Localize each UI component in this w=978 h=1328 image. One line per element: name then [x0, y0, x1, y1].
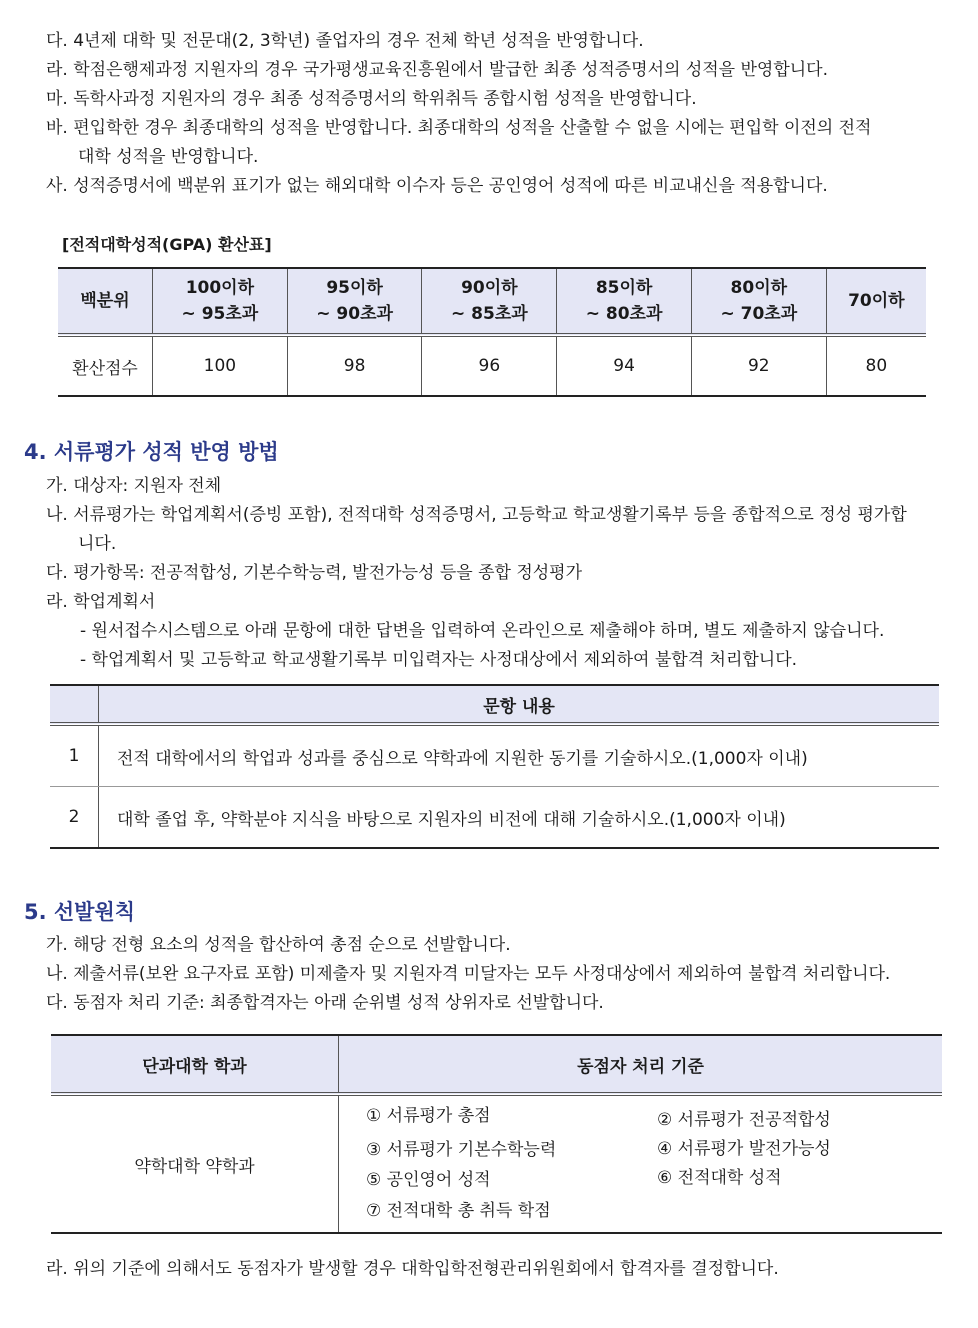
- dept-header: 단과대학 학과: [51, 1035, 339, 1094]
- gpa-range-header: 70이하: [826, 268, 926, 335]
- criterion-item: ① 서류평가 총점: [366, 1106, 491, 1126]
- criterion-item: ③ 서류평가 기본수학능력: [366, 1140, 557, 1160]
- question-row: [50, 724, 939, 787]
- section-4-title: 4. 서류평가 성적 반영 방법: [24, 440, 279, 464]
- criterion-item: ② 서류평가 전공적합성: [657, 1110, 831, 1130]
- score-cell: 100: [153, 335, 288, 396]
- question-row: [50, 787, 939, 849]
- score-row-header: 환산점수: [58, 335, 153, 396]
- list-item-sa: [46, 174, 828, 198]
- gpa-range-header: 80이하 ~ 70초과: [691, 268, 826, 335]
- s5-item-ra: 라. 위의 기준에 의해서도 동점자가 발생할 경우 대학입학전형관리위원회에서 합격자를 결정합니다.: [46, 1259, 779, 1279]
- gpa-range-header: 95이하 ~ 90초과: [287, 268, 422, 335]
- gpa-range-header: 100이하 ~ 95초과: [153, 268, 288, 335]
- score-cell: 96: [422, 335, 557, 396]
- question-text: 대학 졸업 후, 약학분야 지식을 바탕으로 지원자의 비전에 대해 기술하시오.(1,000자 이내): [99, 787, 940, 849]
- tie-row: [51, 1094, 942, 1233]
- s4-item-ra: 라. 학업계획서: [46, 592, 156, 612]
- item-text: 성적증명서에 백분위 표기가 없는 해외대학 이수자 등은 공인영어 성적에 따른 비교내신을 적용합니다.: [73, 176, 828, 196]
- s4-bullet: - 학업계획서 및 고등학교 학교생활기록부 미입력자는 사정대상에서 제외하여 불합격 처리합니다.: [80, 650, 798, 670]
- criteria-cell: [339, 1094, 943, 1233]
- item-text: 편입학한 경우 최종대학의 성적을 반영합니다. 최종대학의 성적을 산출할 수 없을 시에는 편입학 이전의 전적: [73, 118, 872, 138]
- gpa-header-row: [58, 268, 926, 335]
- gpa-table-caption: [전적대학성적(GPA) 환산표]: [62, 235, 272, 254]
- question-content-header: 문항 내용: [99, 685, 940, 724]
- question-number: 2: [50, 787, 99, 849]
- criteria-header: 동점자 처리 기준: [339, 1035, 943, 1094]
- item-text: 독학사과정 지원자의 경우 최종 성적증명서의 학위취득 종합시험 성적을 반영합니다.: [73, 89, 697, 109]
- item-marker: 라.: [46, 60, 68, 80]
- s5-item-da: 다. 동점자 처리 기준: 최종합격자는 아래 순위별 성적 상위자로 선발합니다.: [46, 993, 604, 1013]
- section-5-title: 5. 선발원칙: [24, 900, 136, 924]
- tie-break-table: [51, 1034, 942, 1234]
- score-cell: 92: [691, 335, 826, 396]
- percentile-header: 백분위: [58, 268, 153, 335]
- question-header-row: [50, 685, 939, 724]
- list-item-ra: [46, 58, 828, 82]
- tie-header-row: [51, 1035, 942, 1094]
- score-cell: 80: [826, 335, 926, 396]
- criterion-item: ⑦ 전적대학 총 취득 학점: [366, 1201, 551, 1221]
- criterion-item: ⑥ 전적대학 성적: [657, 1168, 782, 1188]
- score-cell: 98: [287, 335, 422, 396]
- s4-item-ga: 가. 대상자: 지원자 전체: [46, 476, 222, 496]
- list-item-da: [46, 29, 644, 53]
- question-number: 1: [50, 724, 99, 787]
- gpa-range-header: 90이하 ~ 85초과: [422, 268, 557, 335]
- item-marker: 바.: [46, 118, 68, 138]
- gpa-score-row: [58, 335, 926, 396]
- s5-item-ga: 가. 해당 전형 요소의 성적을 합산하여 총점 순으로 선발합니다.: [46, 935, 511, 955]
- item-text: 4년제 대학 및 전문대(2, 3학년) 졸업자의 경우 전체 학년 성적을 반영합니다.: [73, 31, 644, 51]
- gpa-range-header: 85이하 ~ 80초과: [557, 268, 692, 335]
- s4-item-na-cont: 니다.: [78, 534, 117, 554]
- question-table: [50, 684, 939, 849]
- s4-item-na: 나. 서류평가는 학업계획서(증빙 포함), 전적대학 성적증명서, 고등학교 학교생활기록부 등을 종합적으로 정성 평가합: [46, 505, 907, 525]
- list-item-ba: [46, 116, 871, 140]
- item-marker: 사.: [46, 176, 68, 196]
- criterion-item: ⑤ 공인영어 성적: [366, 1170, 491, 1190]
- criterion-item: ④ 서류평가 발전가능성: [657, 1139, 831, 1159]
- gpa-conversion-table: [58, 267, 926, 397]
- s4-item-da: 다. 평가항목: 전공적합성, 기본수학능력, 발전가능성 등을 종합 정성평가: [46, 563, 583, 583]
- item-marker: 다.: [46, 31, 68, 51]
- list-item-ba-cont: 대학 성적을 반영합니다.: [78, 147, 259, 167]
- list-item-ma: [46, 87, 697, 111]
- question-num-header: [50, 685, 99, 724]
- item-marker: 마.: [46, 89, 68, 109]
- question-text: 전적 대학에서의 학업과 성과를 중심으로 약학과에 지원한 동기를 기술하시오.(1,000자 이내): [99, 724, 940, 787]
- dept-cell: 약학대학 약학과: [51, 1094, 339, 1233]
- s5-item-na: 나. 제출서류(보완 요구자료 포함) 미제출자 및 지원자격 미달자는 모두 사정대상에서 제외하여 불합격 처리합니다.: [46, 964, 891, 984]
- s4-bullet: - 원서접수시스템으로 아래 문항에 대한 답변을 입력하여 온라인으로 제출해야 하며, 별도 제출하지 않습니다.: [80, 621, 885, 641]
- item-text: 학점은행제과정 지원자의 경우 국가평생교육진흥원에서 발급한 최종 성적증명서의 성적을 반영합니다.: [73, 60, 829, 80]
- score-cell: 94: [557, 335, 692, 396]
